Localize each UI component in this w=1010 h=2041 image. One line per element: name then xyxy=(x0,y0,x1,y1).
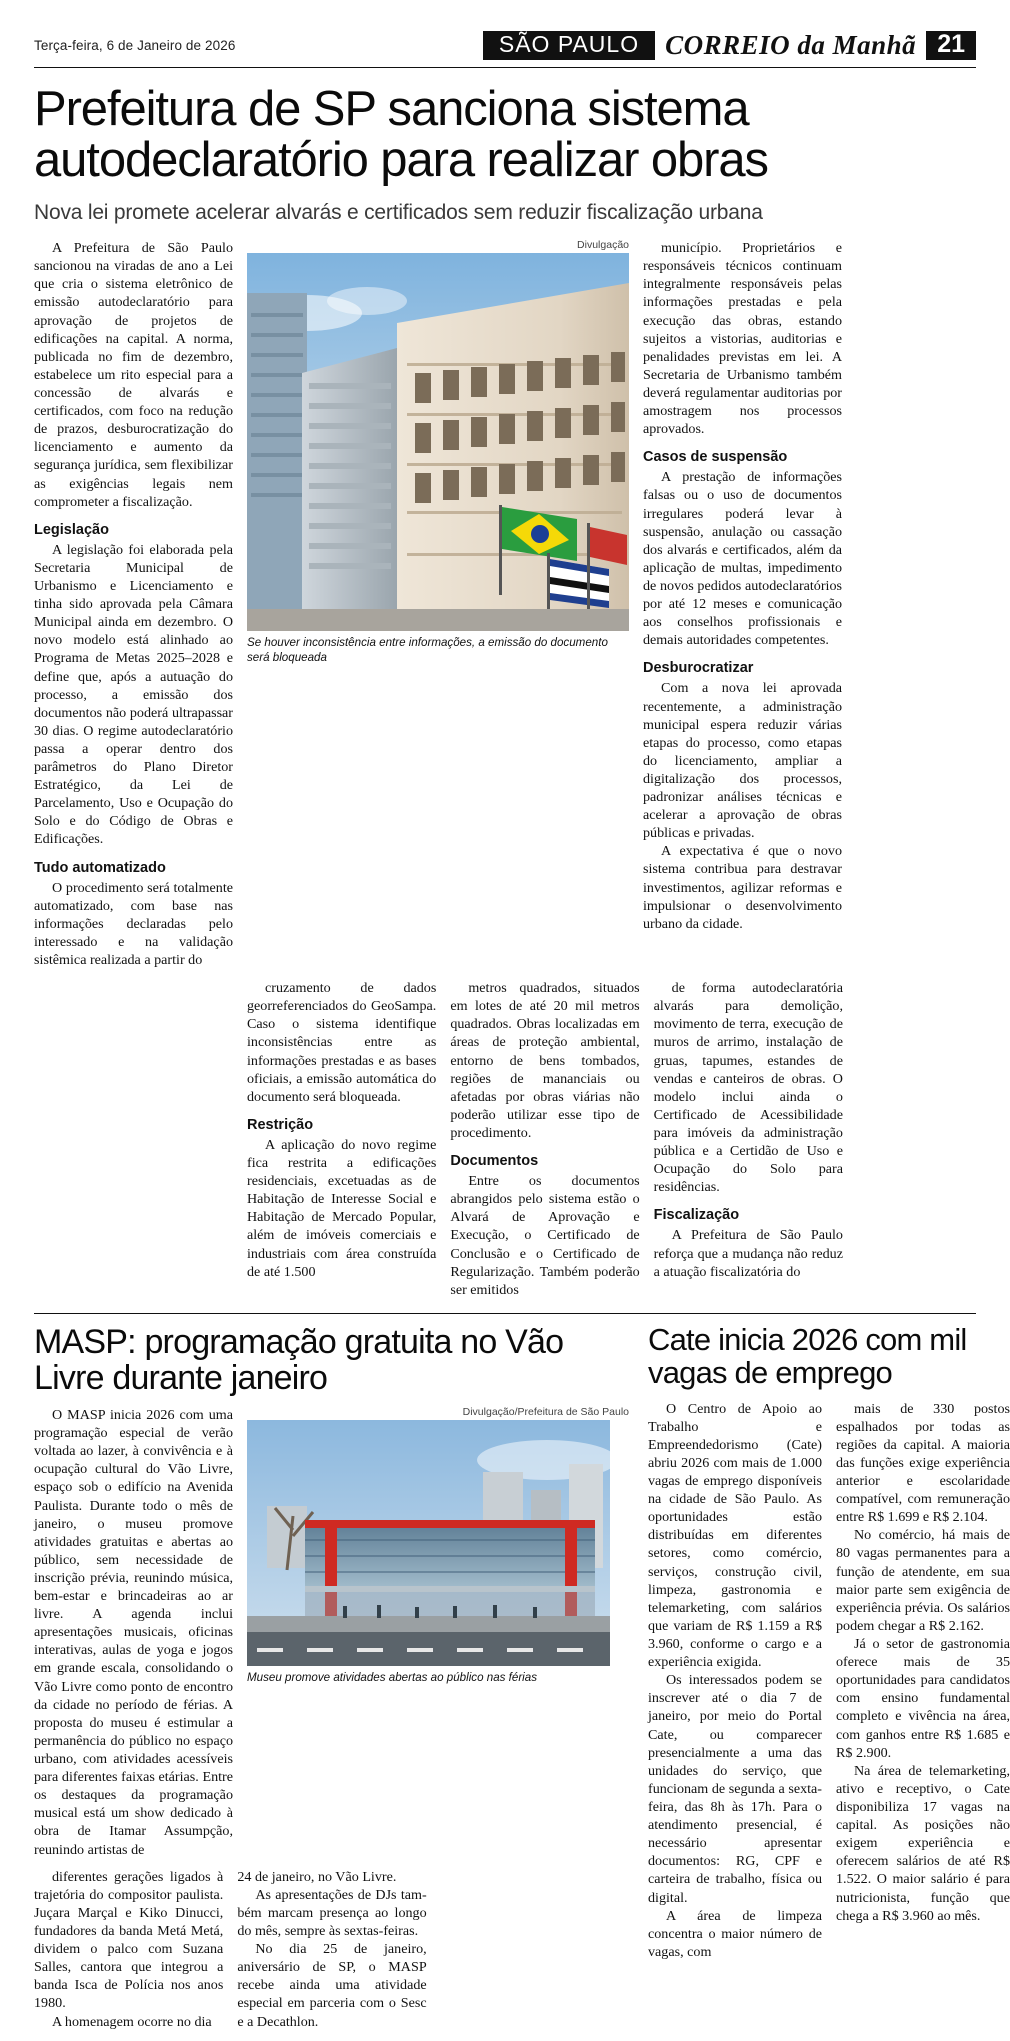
paragraph: A área de limpeza concentra o maior número de vagas, com xyxy=(648,1907,822,1960)
lead-subhead: Nova lei promete acelerar alvarás e certificados sem reduzir fiscalização urbana xyxy=(34,200,763,224)
paragraph: Na área de telemarketing, ativo e receptivo, o Cate disponibiliza 17 vagas na capital. As posições não exigem experiência e oferecem salários de até R$ 1.522. O maior salário é para nutricionista, função que chega a R$ 3.960 ao mês. xyxy=(836,1762,1010,1924)
masp-column-2 xyxy=(34,1868,223,2031)
section-divider xyxy=(34,1313,976,1314)
lead-column-5 xyxy=(643,239,842,969)
masp-column-3 xyxy=(237,1868,426,2031)
paper-title: CORREIO da Manhã xyxy=(665,30,917,60)
masp-column-1 xyxy=(34,1406,233,1859)
paragraph: cruzamento de dados georreferenciados do GeoSampa. Caso o sistema identifique inconsistências entre as informações prestadas e as bases oficiais, a emissão automática do documento será bloqueada. xyxy=(247,980,437,1105)
lead-column-2 xyxy=(247,979,436,1299)
story-masp xyxy=(34,1324,630,2031)
cate-column-2 xyxy=(836,1400,1010,1961)
photo-credit: Divulgação xyxy=(577,239,629,252)
lead-mid-block xyxy=(247,979,843,1299)
masthead xyxy=(34,30,976,68)
paragraph: A expectativa é que o novo sistema contribua para destravar investimentos, agilizar reformas e impulsionar o desenvolvimento urbano da cidade. xyxy=(643,843,842,932)
cate-column-1 xyxy=(648,1400,822,1961)
masp-photo xyxy=(247,1420,610,1666)
paragraph: A legislação foi elaborada pela Secretaria Municipal de Urbanismo e Licenciamento e tinha sido aprovada pela Câmara Municipal ainda em dezembro. O novo modelo está alinhado ao Programa de Metas 2025–2028 e define que, após a autuação do processo, a emissão dos documentos não poderá ultrapassar 30 dias. O regime autodeclaratório passa a operar dentro dos parâmetros do Plano Diretor Estratégico, da Lei de Parcelamento, Uso e Ocupação do Solo e do Código de Obras e Edificações. xyxy=(34,541,233,848)
lead-column-3 xyxy=(450,979,639,1299)
story-masp-headline: MASP: programação gratuita no Vão Livre durante janeiro xyxy=(34,1322,564,1397)
paragraph: No comércio, há mais de 80 vagas permanentes para a função de atendente, em sua maior parte sem exigência de experiência prévia. Os salários podem chegar a R$ 2.162. xyxy=(836,1527,1010,1634)
paragraph: As apresentações de DJs tam-bém marcam presença ao longo do mês, sempre às sextas-feiras. xyxy=(237,1886,427,1940)
paragraph: mais de 330 postos espalhados por todas as regiões da capital. A maioria das funções exige experiência anterior e escolaridade compatível, com remuneração entre R$ 1.699 e R$ 2.104. xyxy=(836,1400,1010,1526)
masp-photo-block xyxy=(247,1406,629,1859)
lead-photo xyxy=(247,253,629,631)
photo-illustration-city-building xyxy=(247,253,629,631)
masp-photo-caption: Museu promove atividades abertas ao público nas férias xyxy=(247,1670,538,1684)
paragraph: de forma autodeclaratória alvarás para demolição, movimento de terra, execução de muros de arrimo, instalação de gruas, tapumes, estandes de vendas e canteiros de obras. O modelo inclui ainda o Certificado de Acessibilidade para imóveis da administração pública e a Certidão de Uso e Ocupação do Solo para residências. xyxy=(653,980,843,1196)
paragraph: A homenagem ocorre no dia xyxy=(52,2013,212,2030)
subheading-documentos: Documentos xyxy=(450,1153,539,1170)
paragraph: A Prefeitura de São Paulo reforça que a mudança não reduz a atuação fiscalizatória do xyxy=(653,1227,843,1280)
page-number-badge: 21 xyxy=(926,31,976,60)
paragraph: O Centro de Apoio ao Trabalho e Empreendedorismo (Cate) abriu 2026 com mais de 1.000 vagas de emprego disponíveis na cidade de São Paulo. As oportunidades estão distribuídas em diferentes setores, como comércio, serviços, construção civil, limpeza, gastronomia e telemarketing, com salários que variam de R$ 1.159 a R$ 3.960, conforme o cargo e a experiência exigida. xyxy=(648,1400,822,1671)
masp-column-4 xyxy=(441,1868,630,2031)
subheading-casos-suspensao: Casos de suspensão xyxy=(643,449,788,466)
paragraph: A aplicação do novo regime fica restrita a edificações residenciais, excetuadas as de Habitação de Interesse Social e Habitação de Mercado Popular, além de imóveis comerciais e industriais com área construída de até 1.500 xyxy=(247,1136,437,1280)
subheading-fiscalizacao: Fiscalização xyxy=(653,1207,740,1224)
subheading-tudo-automatizado: Tudo automatizado xyxy=(34,859,166,876)
paragraph: diferentes gerações ligados à trajetória do compositor paulista. Juçara Marçal e Kiko Dinucci, fundadores da banda Metá Metá, dividem o palco com Suzana Salles, cantora que integrou a banda Isca de Polícia nos anos 1980. xyxy=(34,1868,224,2012)
lead-column-1 xyxy=(34,239,233,969)
lead-column-4 xyxy=(654,979,843,1299)
subheading-restricao: Restrição xyxy=(247,1116,314,1133)
paragraph: O MASP inicia 2026 com uma programação especial de verão voltada ao lazer, à convivência e à ocupação cultural do Vão Livre, espaço sob o edifício na Avenida Paulista. Durante todo o mês de janeiro, o museu promove atividades gratuitas e abertas ao público, sem necessidade de inscrição prévia, reunindo música, bem-estar e brincadeiras ao ar livre. A agenda inclui apresentações musicais, oficinas interativas, aulas de yoga e jogos em grande escala, consolidando o Vão Livre como ponto de encontro da cidade no período de férias. A proposta do museu é estimular a permanência do público no espaço urbano, com atividades acessíveis para diferentes faixas etárias. Entre os destaques da programação musical está um show dedicado à obra de Itamar Assumpção, reunindo artistas de xyxy=(34,1406,233,1858)
lead-headline: Prefeitura de SP sanciona sistema autodeclaratório para realizar obras xyxy=(34,82,768,187)
paragraph: A Prefeitura de São Paulo sancionou na viradas de ano a Lei que cria o sistema eletrônico de emissão autodeclaratório para aprovação de projetos de edificações na capital. A norma, publicada no fim de dezembro, estabelece um rito especial para a concessão de alvarás e certificados, com foco na redução de prazos, desburocratização do licenciamento e aumento da segurança jurídica, sem flexibilizar as exigências legais nem comprometer a fiscalização. xyxy=(34,240,233,510)
subheading-desburocratizar: Desburocratizar xyxy=(643,660,754,677)
paragraph: O procedimento será totalmente automatizado, com base nas informações declaradas pelo interessado e na validação sistêmica realizada a partir do xyxy=(34,879,233,969)
paragraph: No dia 25 de janeiro, aniversário de SP, o MASP recebe ainda uma atividade especial em parceria com o Sesc e a Decathlon. xyxy=(237,1941,427,2030)
lead-photo-block xyxy=(247,239,629,969)
paragraph: Já o setor de gastronomia oferece mais de 35 oportunidades para candidatos com ensino fundamental completo e vivência na área, com ganhos entre R$ 1.685 e R$ 2.900. xyxy=(836,1636,1010,1761)
paragraph: 24 de janeiro, no Vão Livre. xyxy=(237,1868,397,1885)
section-badge: SÃO PAULO xyxy=(483,31,655,60)
lead-photo-caption: Se houver inconsistência entre informações, a emissão do documento será bloqueada xyxy=(247,636,608,664)
paragraph: metros quadrados, situados em lotes de até 20 mil metros quadrados. Obras localizadas em áreas de proteção ambiental, entorno de bens tombados, regiões de mananciais ou afetadas por obras viárias não poderão utilizar esse tipo de procedimento. xyxy=(450,980,640,1142)
photo-credit: Divulgação/Prefeitura de São Paulo xyxy=(462,1405,629,1418)
story-cate-headline: Cate inicia 2026 com mil vagas de emprego xyxy=(648,1321,967,1390)
paragraph: A prestação de informações falsas ou o uso de documentos irregulares poderá levar à suspensão, anulação ou cassação dos alvarás e certificados, além da aplicação de multas, impedimento de novos pedidos autodeclaratórios por até 12 meses e comunicação aos conselhos profissionais e demais autoridades competentes. xyxy=(643,469,842,649)
paragraph: Entre os documentos abrangidos pelo sistema estão o Alvará de Aprovação e Execução, o Certificado de Conclusão e o Certificado de Regularização. Também poderão ser emitidos xyxy=(450,1173,640,1298)
photo-illustration-masp xyxy=(247,1420,610,1666)
lead-top-block xyxy=(34,239,976,969)
paragraph: Os interessados podem se inscrever até o dia 7 de janeiro, por meio do Portal Cate, ou comparecer presencialmente a uma das unidades do serviço, que funcionam de segunda a sexta-feira, das 8h às 17h. Para o atendimento presencial, é necessário apresentar documentos: RG, CPF e carteira de trabalho, física ou digital. xyxy=(648,1672,822,1906)
publication-date: Terça-feira, 6 de Janeiro de 2026 xyxy=(34,38,236,53)
bottom-stories xyxy=(34,1321,1010,2031)
paragraph: município. Proprietários e responsáveis técnicos continuam integralmente responsáveis pelas informações prestadas e pela execução das obras, estando sujeitos a vistorias, auditorias e penalidades previstas em lei. A Secretaria de Urbanismo também deverá regulamentar auditorias por amostragem nos processos aprovados. xyxy=(643,240,842,438)
story-cate xyxy=(648,1321,1010,2031)
paragraph: Com a nova lei aprovada recentemente, a administração municipal espera reduzir várias etapas do processo, como etapas do licenciamento, ampliar a digitalização dos processos, padronizar análises técnicas e acelerar a aprovação de obras públicas e privadas. xyxy=(643,680,842,842)
subheading-legislacao: Legislação xyxy=(34,521,109,538)
